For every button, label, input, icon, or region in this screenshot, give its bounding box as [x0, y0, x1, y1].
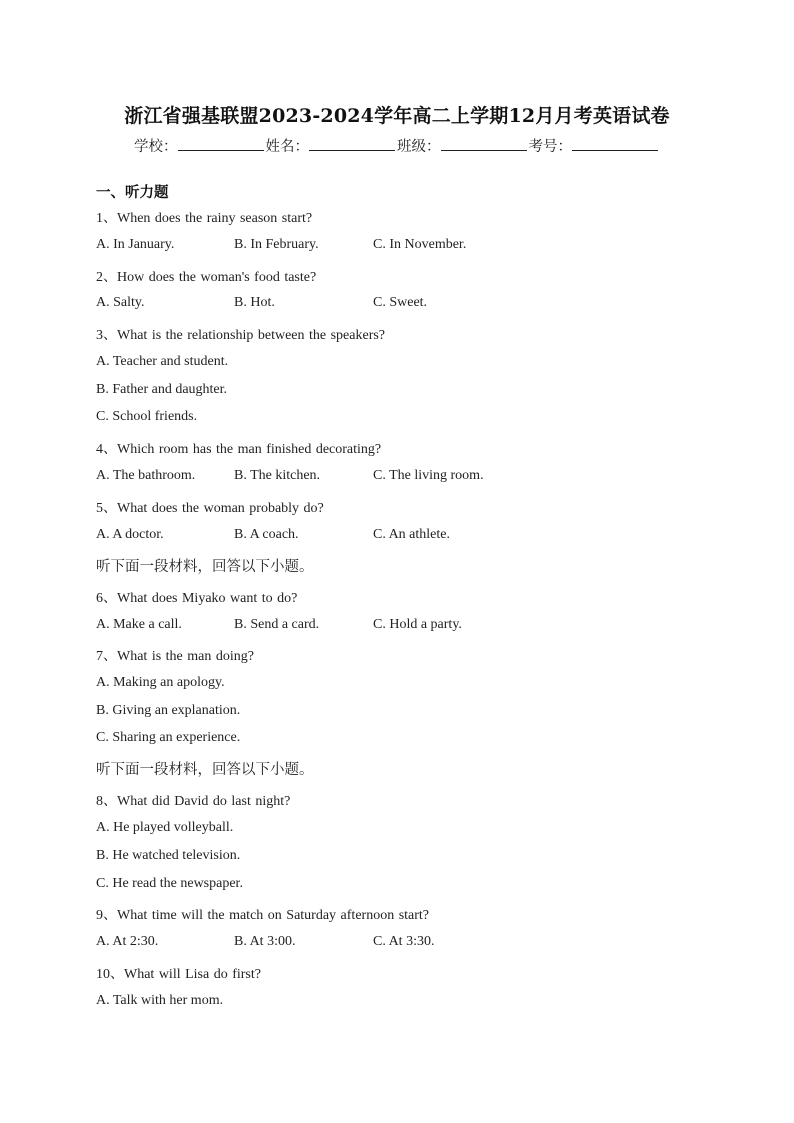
question-3-option-b: B. Father and daughter.	[96, 382, 228, 397]
question-6-option-a: A. Make a call.	[96, 617, 182, 632]
question-2-option-a: A. Salty.	[96, 295, 145, 310]
question-6-option-c: C. Hold a party.	[373, 617, 462, 632]
question-4: 4、Which room has the man finished decorating?	[96, 442, 382, 457]
section-heading-listening: 一、听力题	[96, 185, 169, 201]
question-3: 3、What is the relationship between the speakers?	[96, 328, 386, 343]
class-blank[interactable]	[441, 138, 527, 151]
school-label: 学校：	[134, 139, 178, 155]
question-9: 9、What time will the match on Saturday afternoon start?	[96, 908, 430, 923]
question-4-option-c: C. The living room.	[373, 468, 484, 483]
question-5-option-a: A. A doctor.	[96, 527, 164, 542]
name-blank[interactable]	[309, 138, 395, 151]
question-4-option-a: A. The bathroom.	[96, 468, 196, 483]
question-8: 8、What did David do last night?	[96, 794, 291, 809]
question-7-option-c: C. Sharing an experience.	[96, 730, 241, 745]
question-2-option-b: B. Hot.	[234, 295, 275, 310]
question-9-option-b: B. At 3:00.	[234, 934, 296, 949]
number-blank[interactable]	[572, 138, 658, 151]
question-1-option-b: B. In February.	[234, 237, 319, 252]
question-1-option-c: C. In November.	[373, 237, 467, 252]
question-5: 5、What does the woman probably do?	[96, 501, 324, 516]
question-2-option-c: C. Sweet.	[373, 295, 428, 310]
question-9-option-c: C. At 3:30.	[373, 934, 435, 949]
question-5-option-b: B. A coach.	[234, 527, 299, 542]
question-1: 1、When does the rainy season start?	[96, 211, 313, 226]
question-1-option-a: A. In January.	[96, 237, 175, 252]
question-2: 2、How does the woman's food taste?	[96, 270, 317, 285]
question-7-option-b: B. Giving an explanation.	[96, 703, 241, 718]
question-3-option-a: A. Teacher and student.	[96, 354, 229, 369]
question-5-option-c: C. An athlete.	[373, 527, 450, 542]
exam-title: 浙江省强基联盟2023-2024学年高二上学期12月月考英语试卷	[124, 105, 670, 127]
question-8-option-c: C. He read the newspaper.	[96, 876, 243, 891]
number-label: 考号：	[528, 139, 572, 155]
question-4-option-b: B. The kitchen.	[234, 468, 321, 483]
question-7-option-a: A. Making an apology.	[96, 675, 225, 690]
question-6: 6、What does Miyako want to do?	[96, 591, 298, 606]
question-3-option-c: C. School friends.	[96, 409, 198, 424]
question-10-option-a: A. Talk with her mom.	[96, 993, 224, 1008]
question-6-option-b: B. Send a card.	[234, 617, 320, 632]
school-blank[interactable]	[178, 138, 264, 151]
question-8-option-b: B. He watched television.	[96, 848, 241, 863]
listening-instruction-1: 听下面一段材料，回答以下小题。	[96, 559, 314, 575]
listening-instruction-2: 听下面一段材料，回答以下小题。	[96, 762, 314, 778]
name-label: 姓名：	[265, 139, 309, 155]
question-7: 7、What is the man doing?	[96, 649, 254, 664]
question-8-option-a: A. He played volleyball.	[96, 820, 234, 835]
student-info-line	[0, 135, 794, 156]
question-9-option-a: A. At 2:30.	[96, 934, 159, 949]
class-label: 班级：	[397, 139, 441, 155]
question-10: 10、What will Lisa do first?	[96, 967, 261, 982]
